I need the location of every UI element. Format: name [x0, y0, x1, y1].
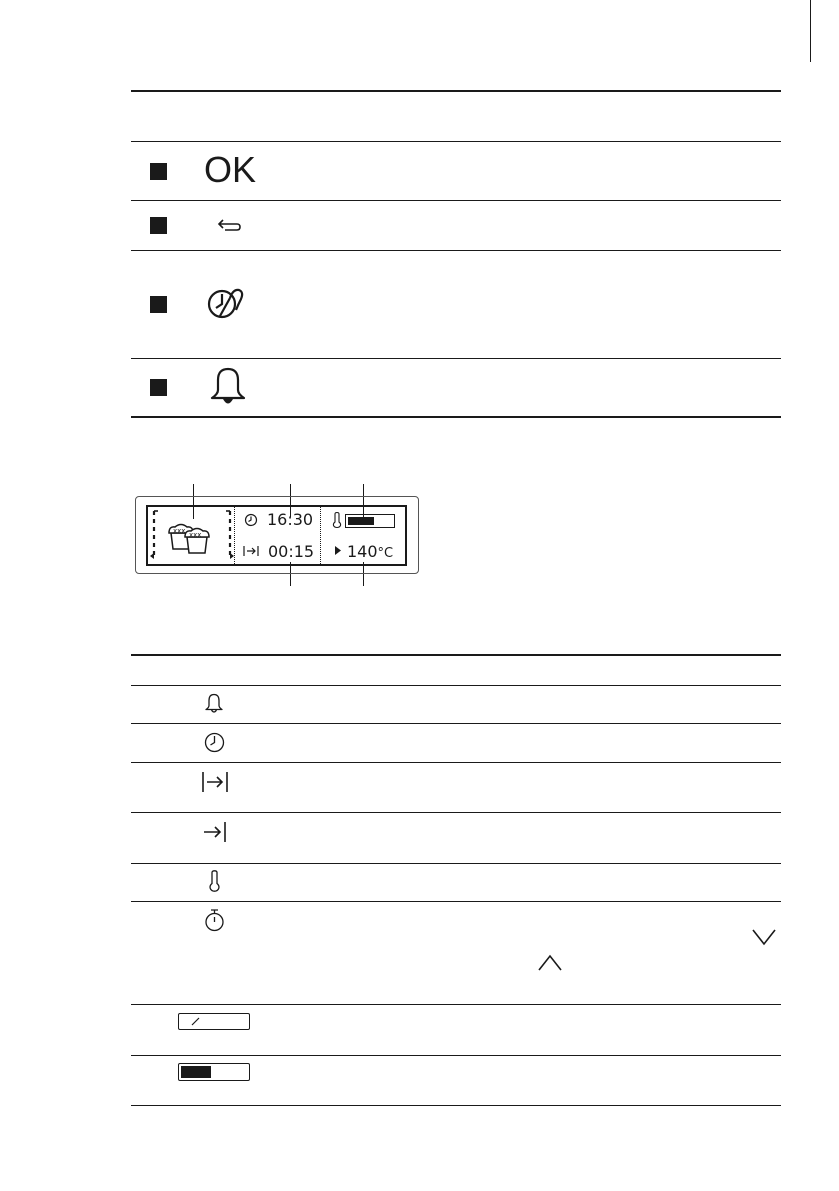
stopwatch-icon	[204, 909, 225, 932]
table-2-row-divider	[131, 863, 781, 864]
table-2-row-divider	[131, 1055, 781, 1056]
clock-icon	[244, 513, 258, 527]
display-divider	[320, 507, 321, 564]
bell-icon	[204, 693, 224, 715]
play-arrow-icon	[335, 546, 341, 555]
heat-bar-icon	[178, 1063, 250, 1081]
heat-up-indicator-fill	[348, 517, 374, 525]
table-2-row-divider	[131, 901, 781, 902]
row-marker	[150, 217, 167, 234]
ok-icon: OK	[204, 149, 257, 190]
table-1-bottom-border	[131, 416, 781, 418]
duration-icon	[201, 771, 229, 793]
heat-up-indicator	[345, 514, 395, 528]
temperature-unit: °C	[377, 546, 394, 561]
table-2-bottom-border	[131, 1105, 781, 1106]
svg-text:xxx: xxx	[189, 531, 202, 539]
thermometer-icon	[332, 512, 342, 528]
bar-tick-mark	[191, 1017, 201, 1026]
table-2-row-divider	[131, 685, 781, 686]
table-2-row-divider	[131, 1004, 781, 1005]
table-1-top-border	[131, 90, 781, 92]
table-2-row-divider	[131, 762, 781, 763]
row-marker	[150, 379, 167, 396]
heat-bar-fill	[181, 1066, 211, 1078]
heating-function-icon	[150, 509, 234, 562]
clock-probe-icon	[206, 286, 246, 322]
clock-icon	[204, 732, 225, 753]
table-2-top-border	[131, 654, 781, 656]
table-1-row-divider	[131, 250, 781, 251]
table-1-row-divider	[131, 200, 781, 201]
chevron-up-icon	[537, 954, 563, 972]
empty-bar-icon	[178, 1013, 250, 1030]
temperature-number: 140	[347, 542, 378, 561]
row-marker	[150, 163, 167, 180]
back-arrow-icon	[217, 218, 243, 232]
page-edge-mark	[810, 0, 811, 62]
display-divider	[234, 507, 235, 564]
table-2-row-divider	[131, 723, 781, 724]
duration-value: 00:15	[268, 542, 315, 561]
table-2-row-divider	[131, 812, 781, 813]
table-1-row-divider	[131, 358, 781, 359]
thermometer-icon	[208, 870, 221, 892]
duration-icon	[243, 544, 259, 558]
temperature-value	[347, 542, 393, 561]
end-time-icon	[202, 821, 228, 843]
svg-text:xxx: xxx	[173, 527, 186, 535]
bell-icon	[209, 366, 247, 406]
time-of-day: 16:30	[267, 510, 314, 529]
chevron-down-icon	[751, 928, 777, 946]
row-marker	[150, 296, 167, 313]
table-1-header-divider	[131, 141, 781, 142]
